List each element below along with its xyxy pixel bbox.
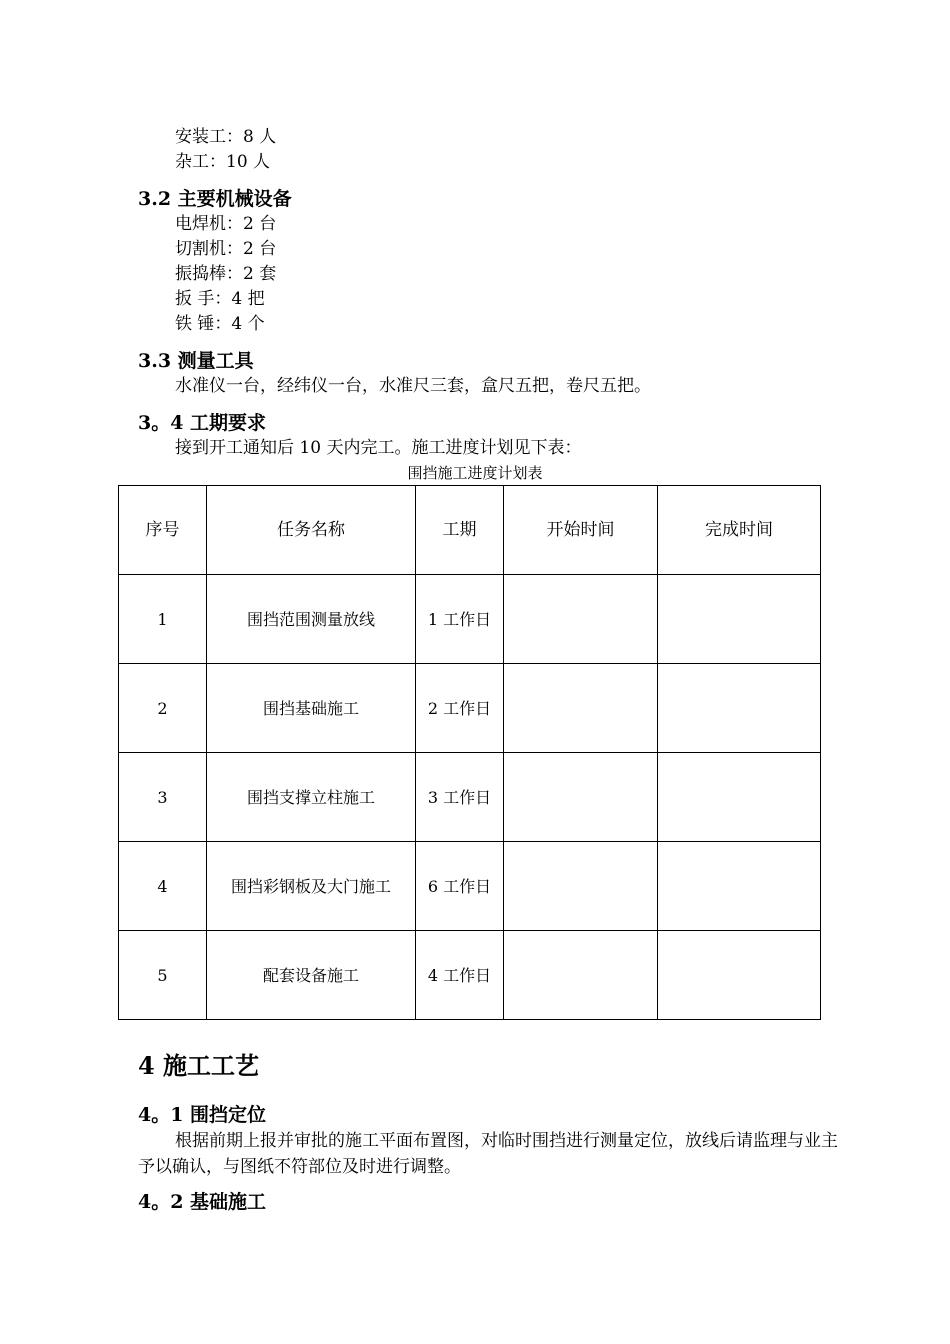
table-row	[119, 931, 821, 1020]
header-start: 开始时间	[504, 486, 658, 575]
cell-start	[504, 664, 658, 753]
cell-no: 5	[119, 931, 207, 1020]
positioning-paragraph: 根据前期上报并审批的施工平面布置图，对临时围挡进行测量定位，放线后请监理与业主予以确认，与图纸不符部位及时进行调整。	[138, 1131, 838, 1177]
table-row	[119, 664, 821, 753]
cell-task: 围挡范围测量放线	[207, 575, 416, 664]
cell-duration: 6 工作日	[416, 842, 504, 931]
cell-start	[504, 575, 658, 664]
table-header-row	[119, 486, 821, 575]
cell-duration: 4 工作日	[416, 931, 504, 1020]
equipment-item: 振捣棒：2 套	[175, 264, 277, 284]
equipment-item: 切割机：2 台	[175, 239, 277, 259]
table-row	[119, 753, 821, 842]
cell-no: 4	[119, 842, 207, 931]
equipment-item: 铁 锤：4 个	[175, 314, 265, 334]
cell-no: 1	[119, 575, 207, 664]
heading-3-3: 3.3 测量工具	[138, 350, 254, 372]
schedule-table	[118, 485, 821, 1020]
header-task: 任务名称	[207, 486, 416, 575]
table-row	[119, 842, 821, 931]
cell-end	[658, 931, 821, 1020]
cell-end	[658, 842, 821, 931]
header-end: 完成时间	[658, 486, 821, 575]
cell-task: 围挡基础施工	[207, 664, 416, 753]
staff-installer: 安装工：8 人	[175, 127, 277, 147]
cell-duration: 3 工作日	[416, 753, 504, 842]
cell-no: 3	[119, 753, 207, 842]
heading-4-1: 4。1 围挡定位	[138, 1104, 267, 1126]
heading-3-2: 3.2 主要机械设备	[138, 188, 292, 210]
cell-start	[504, 842, 658, 931]
staff-laborer: 杂工：10 人	[175, 152, 271, 172]
table-row	[119, 575, 821, 664]
cell-start	[504, 931, 658, 1020]
cell-duration: 2 工作日	[416, 664, 504, 753]
schedule-intro: 接到开工通知后 10 天内完工。施工进度计划见下表：	[175, 438, 582, 458]
equipment-item: 电焊机：2 台	[175, 214, 277, 234]
header-duration: 工期	[416, 486, 504, 575]
header-no: 序号	[119, 486, 207, 575]
heading-4: 4 施工工艺	[138, 1051, 260, 1080]
heading-3-4: 3。4 工期要求	[138, 412, 267, 434]
cell-task: 围挡彩钢板及大门施工	[207, 842, 416, 931]
cell-task: 配套设备施工	[207, 931, 416, 1020]
table-caption: 围挡施工进度计划表	[407, 464, 543, 482]
equipment-item: 扳 手：4 把	[175, 289, 265, 309]
cell-task: 围挡支撑立柱施工	[207, 753, 416, 842]
cell-start	[504, 753, 658, 842]
cell-end	[658, 753, 821, 842]
cell-duration: 1 工作日	[416, 575, 504, 664]
heading-4-2: 4。2 基础施工	[138, 1191, 267, 1213]
cell-end	[658, 664, 821, 753]
tools-text: 水准仪一台，经纬仪一台，水准尺三套，盒尺五把，卷尺五把。	[175, 376, 651, 396]
cell-end	[658, 575, 821, 664]
cell-no: 2	[119, 664, 207, 753]
